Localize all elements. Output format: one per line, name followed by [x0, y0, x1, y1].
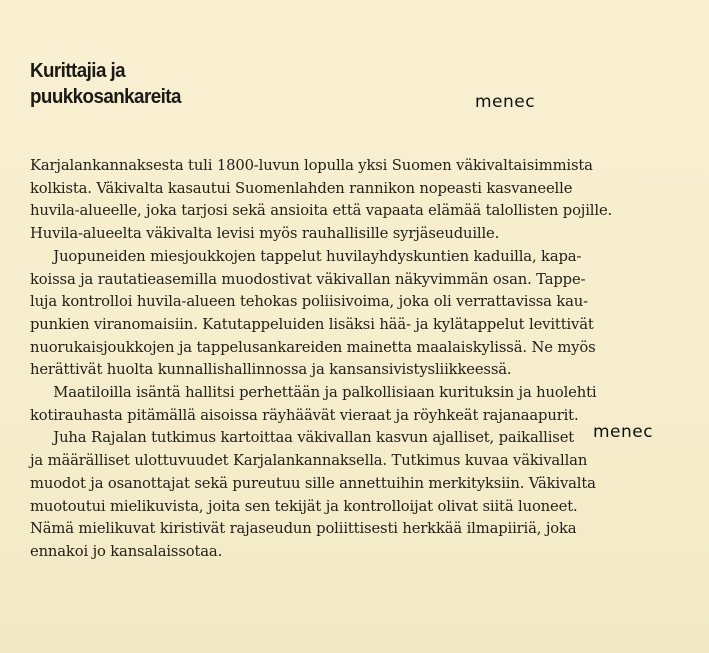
section-heading: [30, 58, 312, 110]
text-line: Nämä mielikuvat kiristivät rajaseudun poliittisesti herkkää ilmapiiriä, joka: [30, 519, 577, 538]
text-line: Juha Rajalan tutkimus kartoittaa väkivallan kasvun ajalliset, paikalliset: [53, 428, 575, 447]
body-text: [30, 154, 709, 563]
text-line: muotoutui mielikuvista, joita sen tekijät ja kontrolloijat olivat siitä luoneet.: [30, 496, 578, 515]
text-line: huvila-alueelle, joka tarjosi sekä ansioita että vapaata elämää talollisten pojille.: [30, 201, 613, 220]
heading-line-2: puukkosankareita: [30, 86, 181, 108]
text-line: Maatiloilla isäntä hallitsi perhettään ja palkollisiaan kurituksin ja huolehti: [53, 383, 597, 402]
text-line: ennakoi jo kansalaissotaa.: [30, 541, 223, 560]
text-line: Huvila-alueelta väkivalta levisi myös rauhallisille syrjäseuduille.: [30, 224, 500, 243]
text-line: nuorukaisjoukkojen ja tappelusankareiden mainetta maalaiskylissä. Ne myös: [30, 337, 596, 356]
text-line: luja kontrolloi huvila-alueen tehokas poliisivoima, joka oli verrattavissa kau-: [30, 292, 589, 311]
text-line: kolkista. Väkivalta kasautui Suomenlahden rannikon nopeasti kasvaneelle: [30, 178, 573, 197]
heading-line-1: Kurittajia ja: [30, 60, 126, 82]
text-line: Karjalankannaksesta tuli 1800-luvun lopulla yksi Suomen väkivaltaisimmista: [30, 156, 593, 174]
watermark-text: menec: [475, 92, 536, 112]
text-line: koissa ja rautatieasemilla muodostivat väkivallan näkyvimmän osan. Tappe-: [30, 269, 586, 288]
text-line: ja määrälliset ulottuvuudet Karjalankannaksella. Tutkimus kuvaa väkivallan: [30, 451, 588, 470]
text-line: kotirauhasta pitämällä aisoissa räyhäävät vieraat ja röyhkeät rajanaapurit.: [30, 405, 579, 424]
text-line: punkien viranomaisiin. Katutappeluiden lisäksi hää- ja kylätappelut levittivät: [30, 314, 594, 333]
text-line: Juopuneiden miesjoukkojen tappelut huvilayhdyskuntien kaduilla, kapa-: [53, 246, 582, 265]
text-line: herättivät huolta kunnallishallinnossa ja kansansivistysliikkeessä.: [30, 360, 512, 379]
watermark-text: menec: [593, 422, 654, 442]
text-line: muodot ja osanottajat sekä pureutuu sille annettuihin merkityksiin. Väkivalta: [30, 473, 596, 492]
